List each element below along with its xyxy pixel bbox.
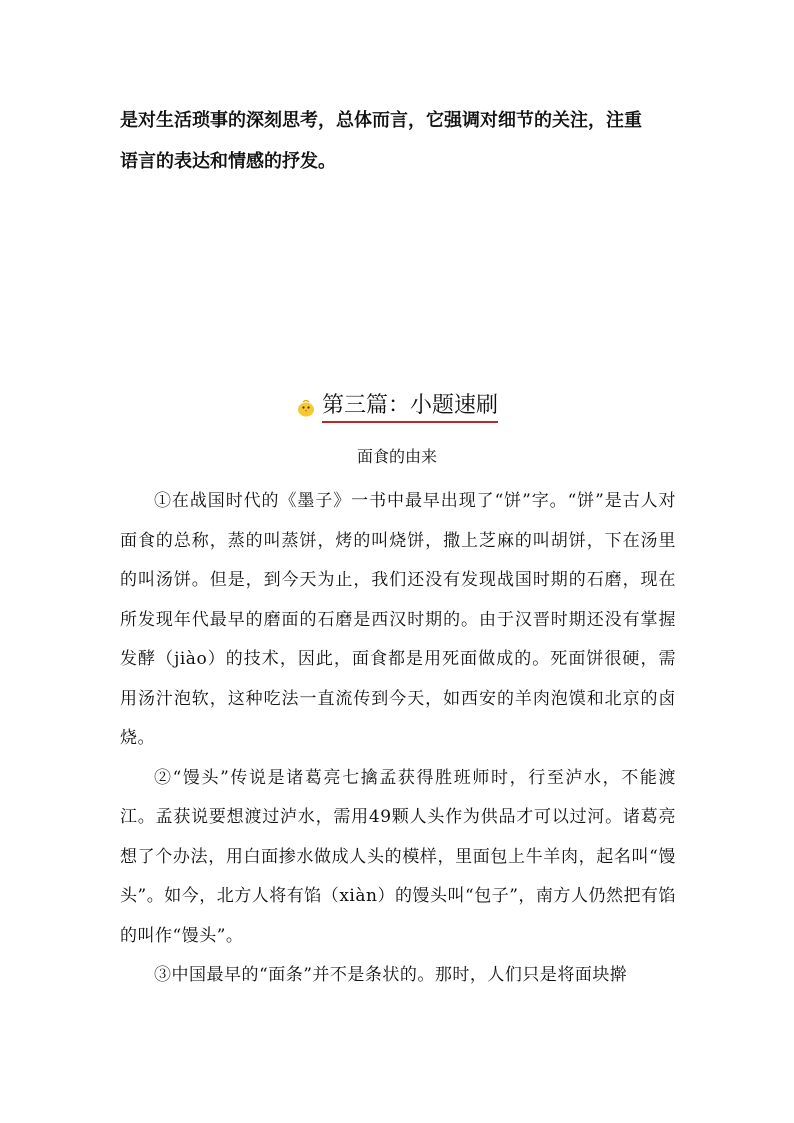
- intro-line: 是对生活琐事的深刻思考，总体而言，它强调对细节的关注，注重: [120, 110, 642, 131]
- article-paragraph: ③中国最早的“面条”并不是条状的。那时，人们只是将面块擀: [154, 965, 628, 985]
- article-title: 面食的由来: [356, 447, 437, 466]
- article-body: [120, 482, 676, 996]
- section-title: [296, 392, 498, 423]
- section-header: [0, 392, 794, 423]
- intro-text: [120, 100, 680, 182]
- intro-line: 语言的表达和情感的抒发。: [120, 151, 336, 172]
- section-title-text: 第三篇：小题速刷: [322, 392, 498, 423]
- article-paragraph: ①在战国时代的《墨子》一书中最早出现了“饼”字。“饼”是古人对面食的总称，蒸的叫蒸饼，烤的叫烧饼，撒上芝麻的叫胡饼，下在汤里的叫汤饼。但是，到今天为止，我们还没有发现战国时期的石磨，现在所发现年代最早的磨面的石磨是西汉时期的。由于汉晋时期还没有掌握发酵（jiào）的技术，因此，面食都是用死面做成的。死面饼很硬，需用汤汁泡软，这种吃法一直流传到今天，如西安的羊肉泡馍和北京的卤烧。: [120, 491, 676, 748]
- article-paragraph: ②“馒头”传说是诸葛亮七擒孟获得胜班师时，行至泸水，不能渡江。孟获说要想渡过泸水，需用49颗人头作为供品才可以过河。诸葛亮想了个办法，用白面掺水做成人头的模样，里面包上牛羊肉，起名叫“馒头”。如今，北方人将有馅（xiàn）的馒头叫“包子”，南方人仍然把有馅的叫作“馒头”。: [120, 767, 676, 946]
- chick-emoji-icon: [296, 398, 316, 418]
